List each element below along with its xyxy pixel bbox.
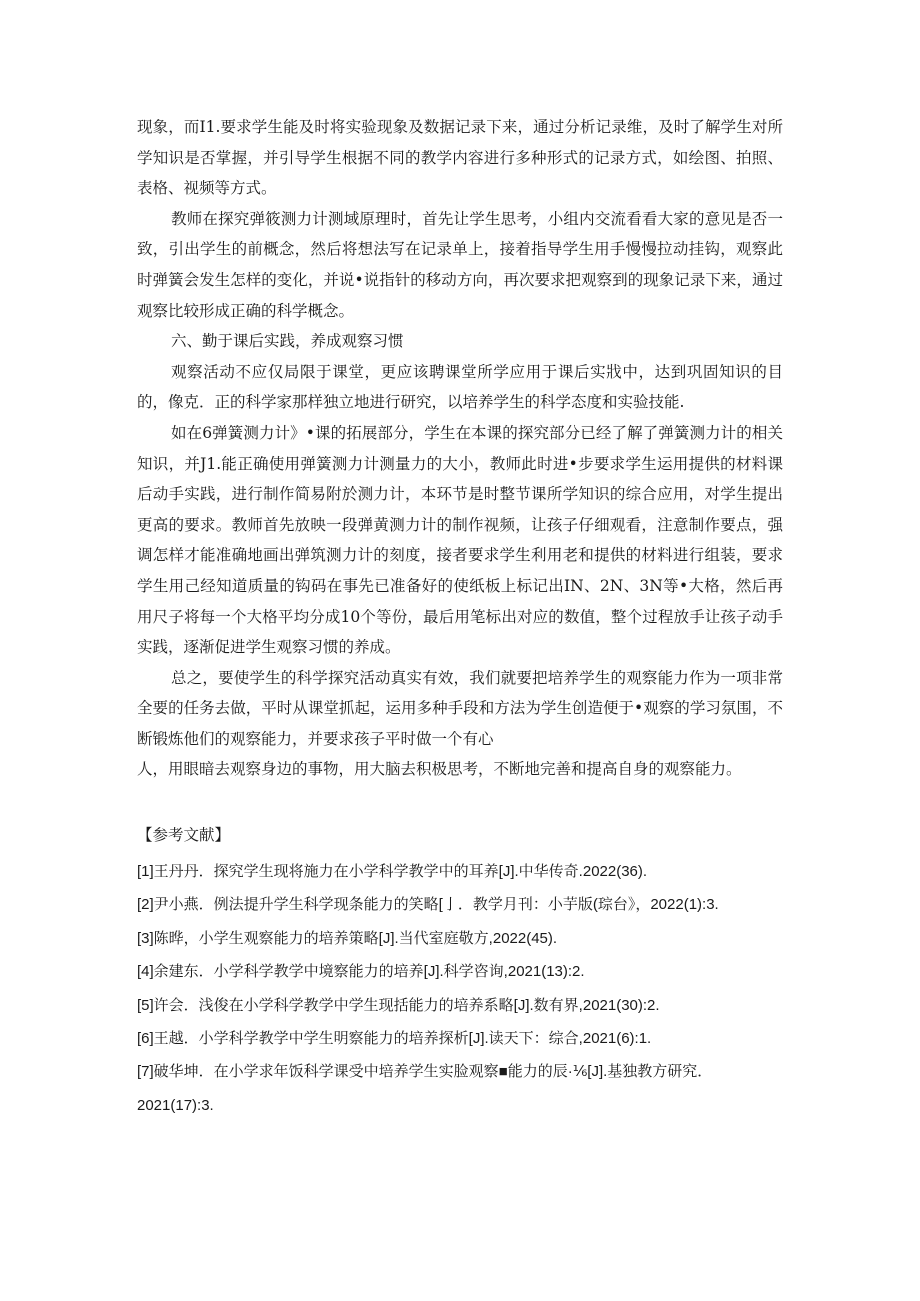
- body-text: [137, 112, 783, 785]
- reference-item: [7]破华坤．在小学求年饭科学课受中培养学生实脸观察■能力的辰·⅙[J].基独教方研究．: [137, 1063, 713, 1081]
- reference-item: [6]王越．小学科学教学中学生明察能力的培养探析[J].读天下：综合,2021(6):1.: [137, 1030, 652, 1048]
- section-heading: 六、勤于课后实践，养成观察习惯: [171, 332, 404, 351]
- paragraph: 现象，而I1.要求学生能及时将实验现象及数据记录下来，通过分析记录维，及时了解学生对所学知识是否掌握，并引导学生根据不同的教学内容进行多种形式的记录方式，如绘图、拍照、表格、视频等方式。: [137, 118, 783, 198]
- paragraph: 总之，要使学生的科学探究活动真实有效，我们就要把培养学生的观察能力作为一项非常全要的任务去做，平时从课堂抓起，运用多种手段和方法为学生创造便于•观察的学习氛围，不断锻炼他们的观察能力，并要求孩子平时做一个有心: [137, 668, 783, 748]
- reference-item: [1]王丹丹．探究学生现将施力在小学科学教学中的耳养[J].中华传奇.2022(36).: [137, 863, 648, 880]
- reference-item: [4]余建东．小学科学教学中境察能力的培养[J].科学咨询,2021(13):2.: [137, 963, 585, 981]
- references-title: 【参考文献】: [137, 826, 231, 844]
- references-section: [137, 820, 783, 1122]
- paragraph: 观察活动不应仅局限于课堂，更应该聘课堂所学应用于课后实戕中，达到巩固知识的目的，像克．正的科学家那样独立地进行研究，以培养学生的科学态度和实验技能.: [137, 362, 783, 412]
- paragraph: 教师在探究弹筱测力计测域原理时，首先让学生思考，小组内交流看看大家的意见是否一致，引出学生的前概念，然后将想法写在记录单上，接着指导学生用手慢慢拉动挂钩，观察此时弹簧会发生怎样的变化，并说•说指针的移动方向，再次要求把观察到的现象记录下来，通过观察比较形成正确的科学概念。: [137, 209, 783, 320]
- reference-item: [3]陈晔，小学生观察能力的培养策略[J].当代室庭敬方,2022(45).: [137, 929, 558, 947]
- reference-item: [5]许会．浅俊在小学科学教学中学生现括能力的培养系略[J].数有界,2021(30):2.: [137, 996, 660, 1014]
- reference-item: [2]尹小燕．例法提升学生科学现条能力的笑略[亅．教学月刊：小芋版(琮台》，2022(1):3.: [137, 896, 719, 914]
- paragraph: 如在6弹簧测力计》•课的拓展部分，学生在本课的探究部分已经了解了弹簧测力计的相关知识，并J1.能正确使用弹簧测力计测量力的大小，教师此时进•步要求学生运用提供的材料课后动手实践，进行制作简易附於测力计，本环节是时整节课所学知识的综合应用，对学生提出更高的要求。教师首先放映一段弹黄测力计的制作视频，让孩子仔细观看，注意制作要点，强调怎样才能准确地画出弹筑测力计的刻度，接者要求学生利用老和提供的材料进行组装，要求学生用己经知道质量的钩码在事先已准备好的使纸板上标记出IN、2N、3N等•大格，然后再用尺子将每一个大格平均分成10个等份，最后用笔标出对应的数值，整个过程放手让孩子动手实践，逐渐促进学生观察习惯的养成。: [137, 423, 783, 657]
- reference-item: 2021(17):3.: [137, 1096, 214, 1114]
- paragraph: 人，用眼暗去观察身边的事物，用大脑去积极思考，不断地完善和提高自身的观察能力。: [137, 760, 742, 779]
